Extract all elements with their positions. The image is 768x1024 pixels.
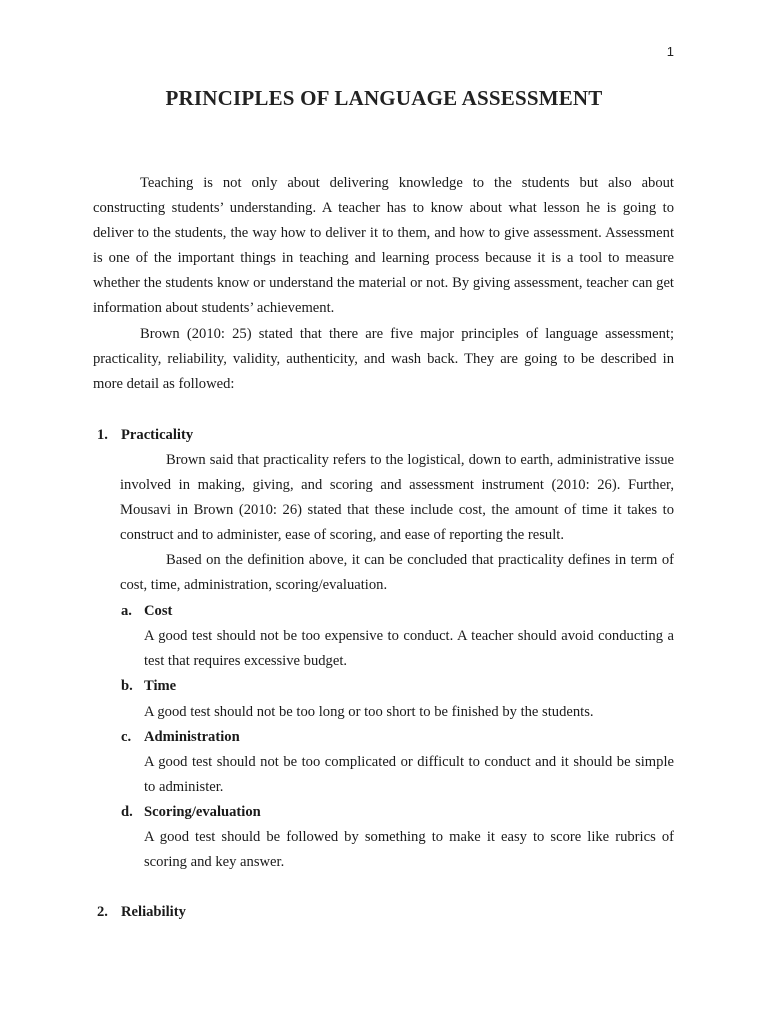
subsection-letter: a.	[121, 603, 132, 619]
subsection-text-administration: A good test should not be too complicated or difficult to conduct and it should be simple to administer.	[144, 754, 674, 796]
subsection-text-time: A good test should not be too long or too short to be finished by the students.	[144, 704, 594, 720]
subsection-heading-cost	[121, 599, 172, 624]
section-title: Practicality	[121, 427, 194, 443]
section-heading-practicality	[97, 423, 193, 448]
section-number: 2.	[97, 904, 108, 920]
subsection-heading-scoring	[121, 800, 261, 825]
subsection-text-cost: A good test should not be too expensive to conduct. A teacher should avoid conducting a test that requires excessive budget.	[144, 628, 674, 670]
subsection-heading-administration	[121, 725, 240, 750]
subsection-heading-time	[121, 674, 176, 699]
subsection-title: Time	[144, 678, 177, 694]
page-number: 1	[666, 44, 674, 59]
subsection-letter: d.	[121, 804, 133, 820]
intro-paragraph-1: Teaching is not only about delivering knowledge to the students but also about constructing students’ understanding. A teacher has to know about what lesson he is going to deliver to the students, the way how to deliver it to them, and how to give assessment. Assessment is one of the important things in teaching and learning process because it is a tool to measure whether the students know or understand the material or not. By giving assessment, teacher can get information about students’ achievement.	[93, 175, 674, 317]
document-title: PRINCIPLES OF LANGUAGE ASSESSMENT	[165, 86, 603, 110]
subsection-title: Administration	[144, 729, 240, 745]
subsection-text-scoring: A good test should be followed by something to make it easy to score like rubrics of scoring and key answer.	[144, 829, 674, 871]
practicality-paragraph-2: Based on the definition above, it can be concluded that practicality defines in term of cost, time, administration, scoring/evaluation.	[120, 552, 674, 594]
subsection-letter: b.	[121, 678, 133, 694]
intro-paragraph-2: Brown (2010: 25) stated that there are five major principles of language assessment; practicality, reliability, validity, authenticity, and wash back. They are going to be described in more detail as followed:	[93, 326, 674, 393]
practicality-paragraph-1: Brown said that practicality refers to the logistical, down to earth, administrative issue involved in making, giving, and scoring and assessment instrument (2010: 26). Further, Mousavi in Brown (2010: 26) stated that these include cost, the amount of time it takes to construct and to administer, ease of scoring, and ease of reporting the result.	[120, 452, 674, 544]
section-title: Reliability	[121, 904, 186, 920]
subsection-title: Scoring/evaluation	[144, 804, 261, 820]
subsection-title: Cost	[144, 603, 173, 619]
section-number: 1.	[97, 427, 108, 443]
subsection-letter: c.	[121, 729, 132, 745]
section-heading-reliability	[97, 900, 186, 925]
